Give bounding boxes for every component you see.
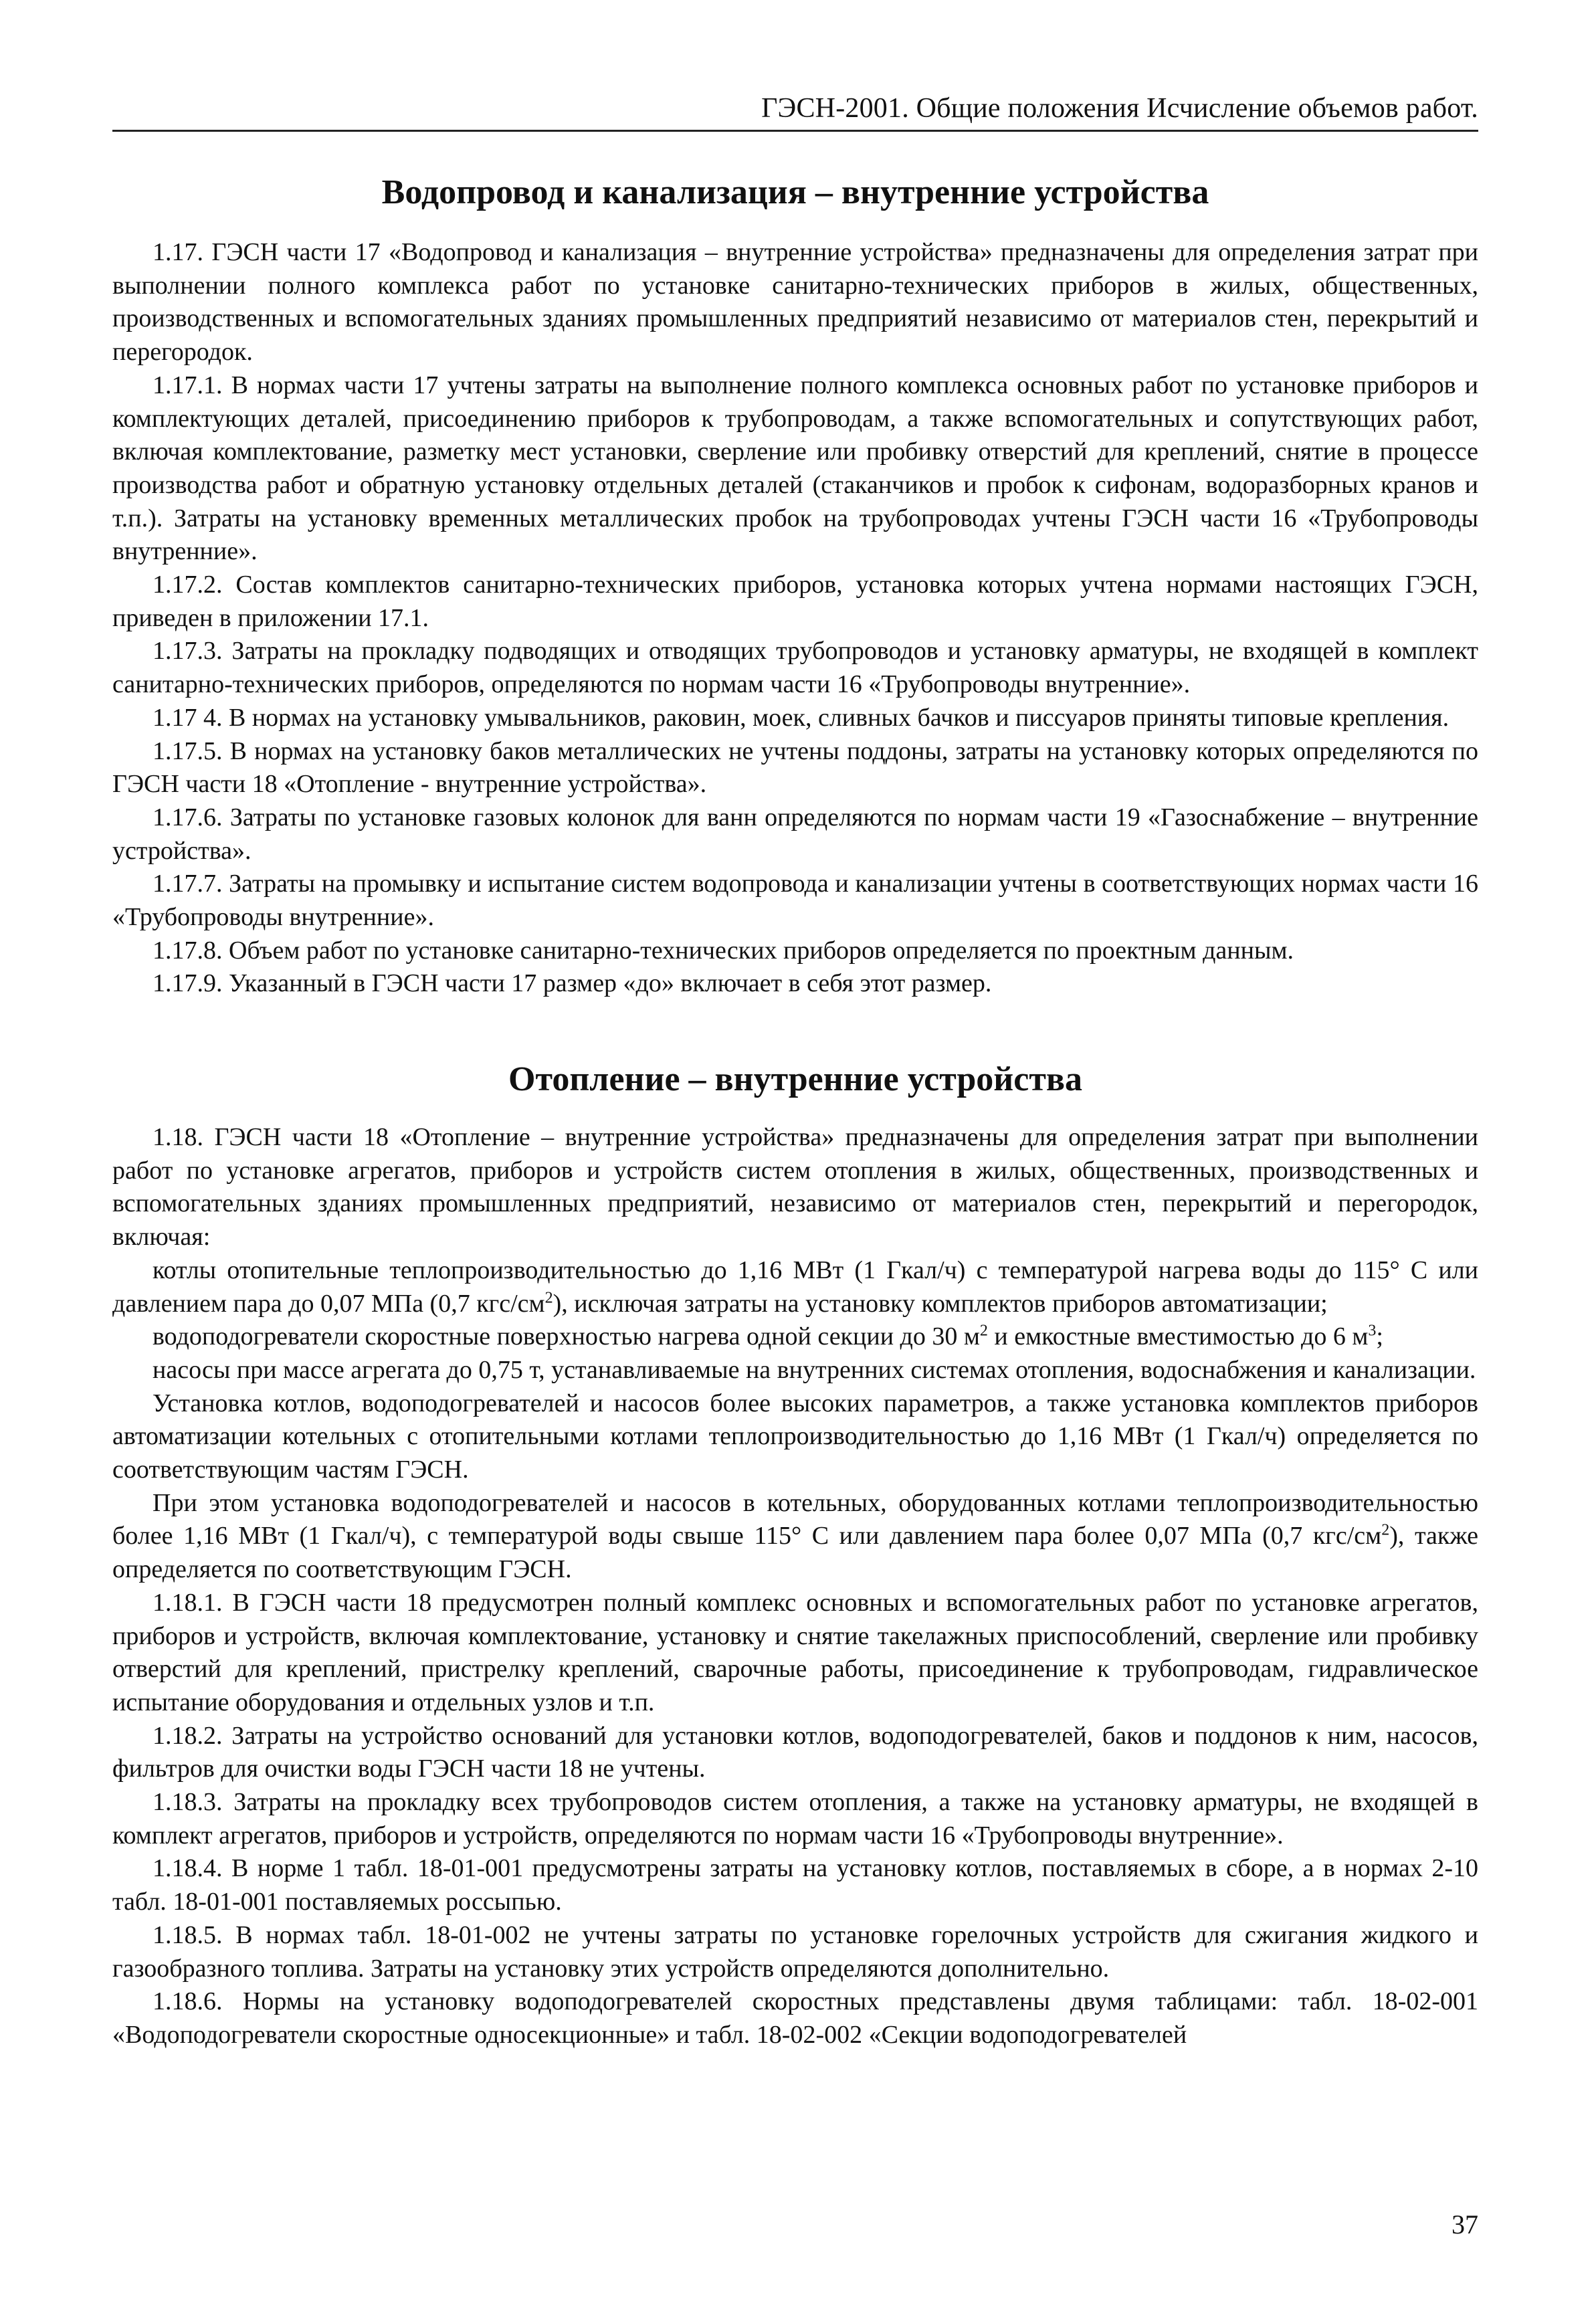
paragraph: водоподогреватели скоростные поверхностью нагрева одной секции до 30 $м^2$ и емкостные вместимостью до 6 $м^3$; xyxy=(153,1322,1383,1351)
paragraph: 1.18.2. Затраты на устройство оснований для установки котлов, водоподогревателей, баков и поддонов к ним, насосов, фильтров для очистки воды ГЭСН части 18 не учтены. xyxy=(112,1721,1478,1783)
section-heading-heating: Отопление – внутренние устройства xyxy=(508,1060,1082,1098)
paragraph: 1.17.5. В нормах на установку баков металлических не учтены поддоны, затраты на установку которых определяются по ГЭСН части 18 «Отопление - внутренние устройства». xyxy=(112,736,1478,799)
paragraph: 1.18.4. В норме 1 табл. 18-01-001 предусмотрены затраты на установку котлов, поставляемых в сборе, а в нормах 2-10 табл. 18-01-001 поставляемых россыпью. xyxy=(112,1854,1478,1916)
header-rule xyxy=(112,130,1478,132)
paragraph: 1.18.6. Нормы на установку водоподогревателей скоростных представлены двумя таблицами: табл. 18-02-001 «Водоподогреватели скоростные односекционные» и табл. 18-02-002 «Секции водоподогревателей xyxy=(112,1987,1478,2049)
section-body-heating xyxy=(112,1121,1478,2052)
paragraph: 1.17 4. В нормах на установку умывальников, раковин, моек, сливных бачков и писсуаров приняты типовые крепления. xyxy=(153,703,1450,732)
page-number: 37 xyxy=(1452,2209,1478,2239)
paragraph: При этом установка водоподогревателей и насосов в котельных, оборудованных котлами теплопроизводительностью более 1,16 МВт (1 Гкал/ч), с температурой воды свыше 115° С или давлением пара более 0,07 МПа (0,7 кгс/$см^2$), также определяется по соответствующим ГЭСН. xyxy=(112,1488,1478,1584)
paragraph: 1.17.3. Затраты на прокладку подводящих и отводящих трубопроводов и установку арматуры, не входящей в комплект санитарно-технических приборов, определяются по нормам части 16 «Трубопроводы внутренние». xyxy=(112,637,1478,699)
paragraph: 1.17.7. Затраты на промывку и испытание систем водопровода и канализации учтены в соответствующих нормах части 16 «Трубопроводы внутренние». xyxy=(112,870,1478,932)
paragraph: насосы при массе агрегата до 0,75 т, устанавливаемые на внутренних системах отопления, водоснабжения и канализации. xyxy=(153,1355,1476,1384)
paragraph: 1.18. ГЭСН части 18 «Отопление – внутренние устройства» предназначены для определения затрат при выполнении работ по установке агрегатов, приборов и устройств систем отопления в жилых, общественных, производственных и вспомогательных зданиях промышленных предприятий, независимо от материалов стен, перекрытий и перегородок, включая: xyxy=(112,1123,1478,1252)
running-head: ГЭСН-2001. Общие положения Исчисление объемов работ. xyxy=(761,93,1478,124)
paragraph: 1.17.2. Состав комплектов санитарно-технических приборов, установка которых учтена нормами настоящих ГЭСН, приведен в приложении 17.1. xyxy=(112,571,1478,632)
paragraph: 1.18.3. Затраты на прокладку всех трубопроводов систем отопления, а также на установку арматуры, не входящей в комплект агрегатов, приборов и устройств, определяются по нормам части 16 «Трубопроводы внутренние». xyxy=(112,1788,1478,1850)
paragraph: Установка котлов, водоподогревателей и насосов более высоких параметров, а также установка комплектов приборов автоматизации котельных с отопительными котлами теплопроизводительностью до 1,16 МВт (1 Гкал/ч) определяется по соответствующим частям ГЭСН. xyxy=(112,1389,1478,1484)
paragraph: 1.17. ГЭСН части 17 «Водопровод и канализация – внутренние устройства» предназначены для определения затрат при выполнении полного комплекса работ по установке санитарно-технических приборов в жилых, общественных, производственных и вспомогательных зданиях промышленных предприятий независимо от материалов стен, перекрытий и перегородок. xyxy=(112,238,1478,367)
paragraph: 1.18.1. В ГЭСН части 18 предусмотрен полный комплекс основных и вспомогательных работ по установке агрегатов, приборов и устройств, включая комплектование, установку и снятие такелажных приспособлений, сверление или пробивку отверстий для креплений, пристрелку креплений, сварочные работы, присоединение к трубопроводам, гидравлическое испытание оборудования и отдельных узлов и т.п. xyxy=(112,1588,1478,1716)
section-heading-water-supply: Водопровод и канализация – внутренние устройства xyxy=(381,173,1209,211)
paragraph: 1.17.1. В нормах части 17 учтены затраты на выполнение полного комплекса основных работ по установке приборов и комплектующих деталей, присоединению приборов к трубопроводам, а также вспомогательных и сопутствующих работ, включая комплектование, разметку мест установки, сверление или пробивку отверстий для креплений, снятие в процессе производства работ и обратную установку отдельных деталей (стаканчиков и пробок к сифонам, водоразборных кранов и т.п.). Затраты на установку временных металлических пробок на трубопроводах учтены ГЭСН части 16 «Трубопроводы внутренние». xyxy=(112,371,1478,566)
paragraph: котлы отопительные теплопроизводительностью до 1,16 МВт (1 Гкал/ч) с температурой нагрева воды до 115° С или давлением пара до 0,07 МПа (0,7 кгс/$см^2$), исключая затраты на установку комплектов приборов автоматизации; xyxy=(112,1256,1478,1318)
paragraph: 1.18.5. В нормах табл. 18-01-002 не учтены затраты по установке горелочных устройств для сжигания жидкого и газообразного топлива. Затраты на установку этих устройств определяются дополнительно. xyxy=(112,1920,1478,1983)
paragraph: 1.17.9. Указанный в ГЭСН части 17 размер «до» включает в себя этот размер. xyxy=(153,969,992,998)
section-body-water-supply xyxy=(112,236,1478,1001)
paragraph: 1.17.6. Затраты по установке газовых колонок для ванн определяются по нормам части 19 «Газоснабжение – внутренние устройства». xyxy=(112,803,1478,865)
paragraph: 1.17.8. Объем работ по установке санитарно-технических приборов определяется по проектным данным. xyxy=(153,936,1294,965)
